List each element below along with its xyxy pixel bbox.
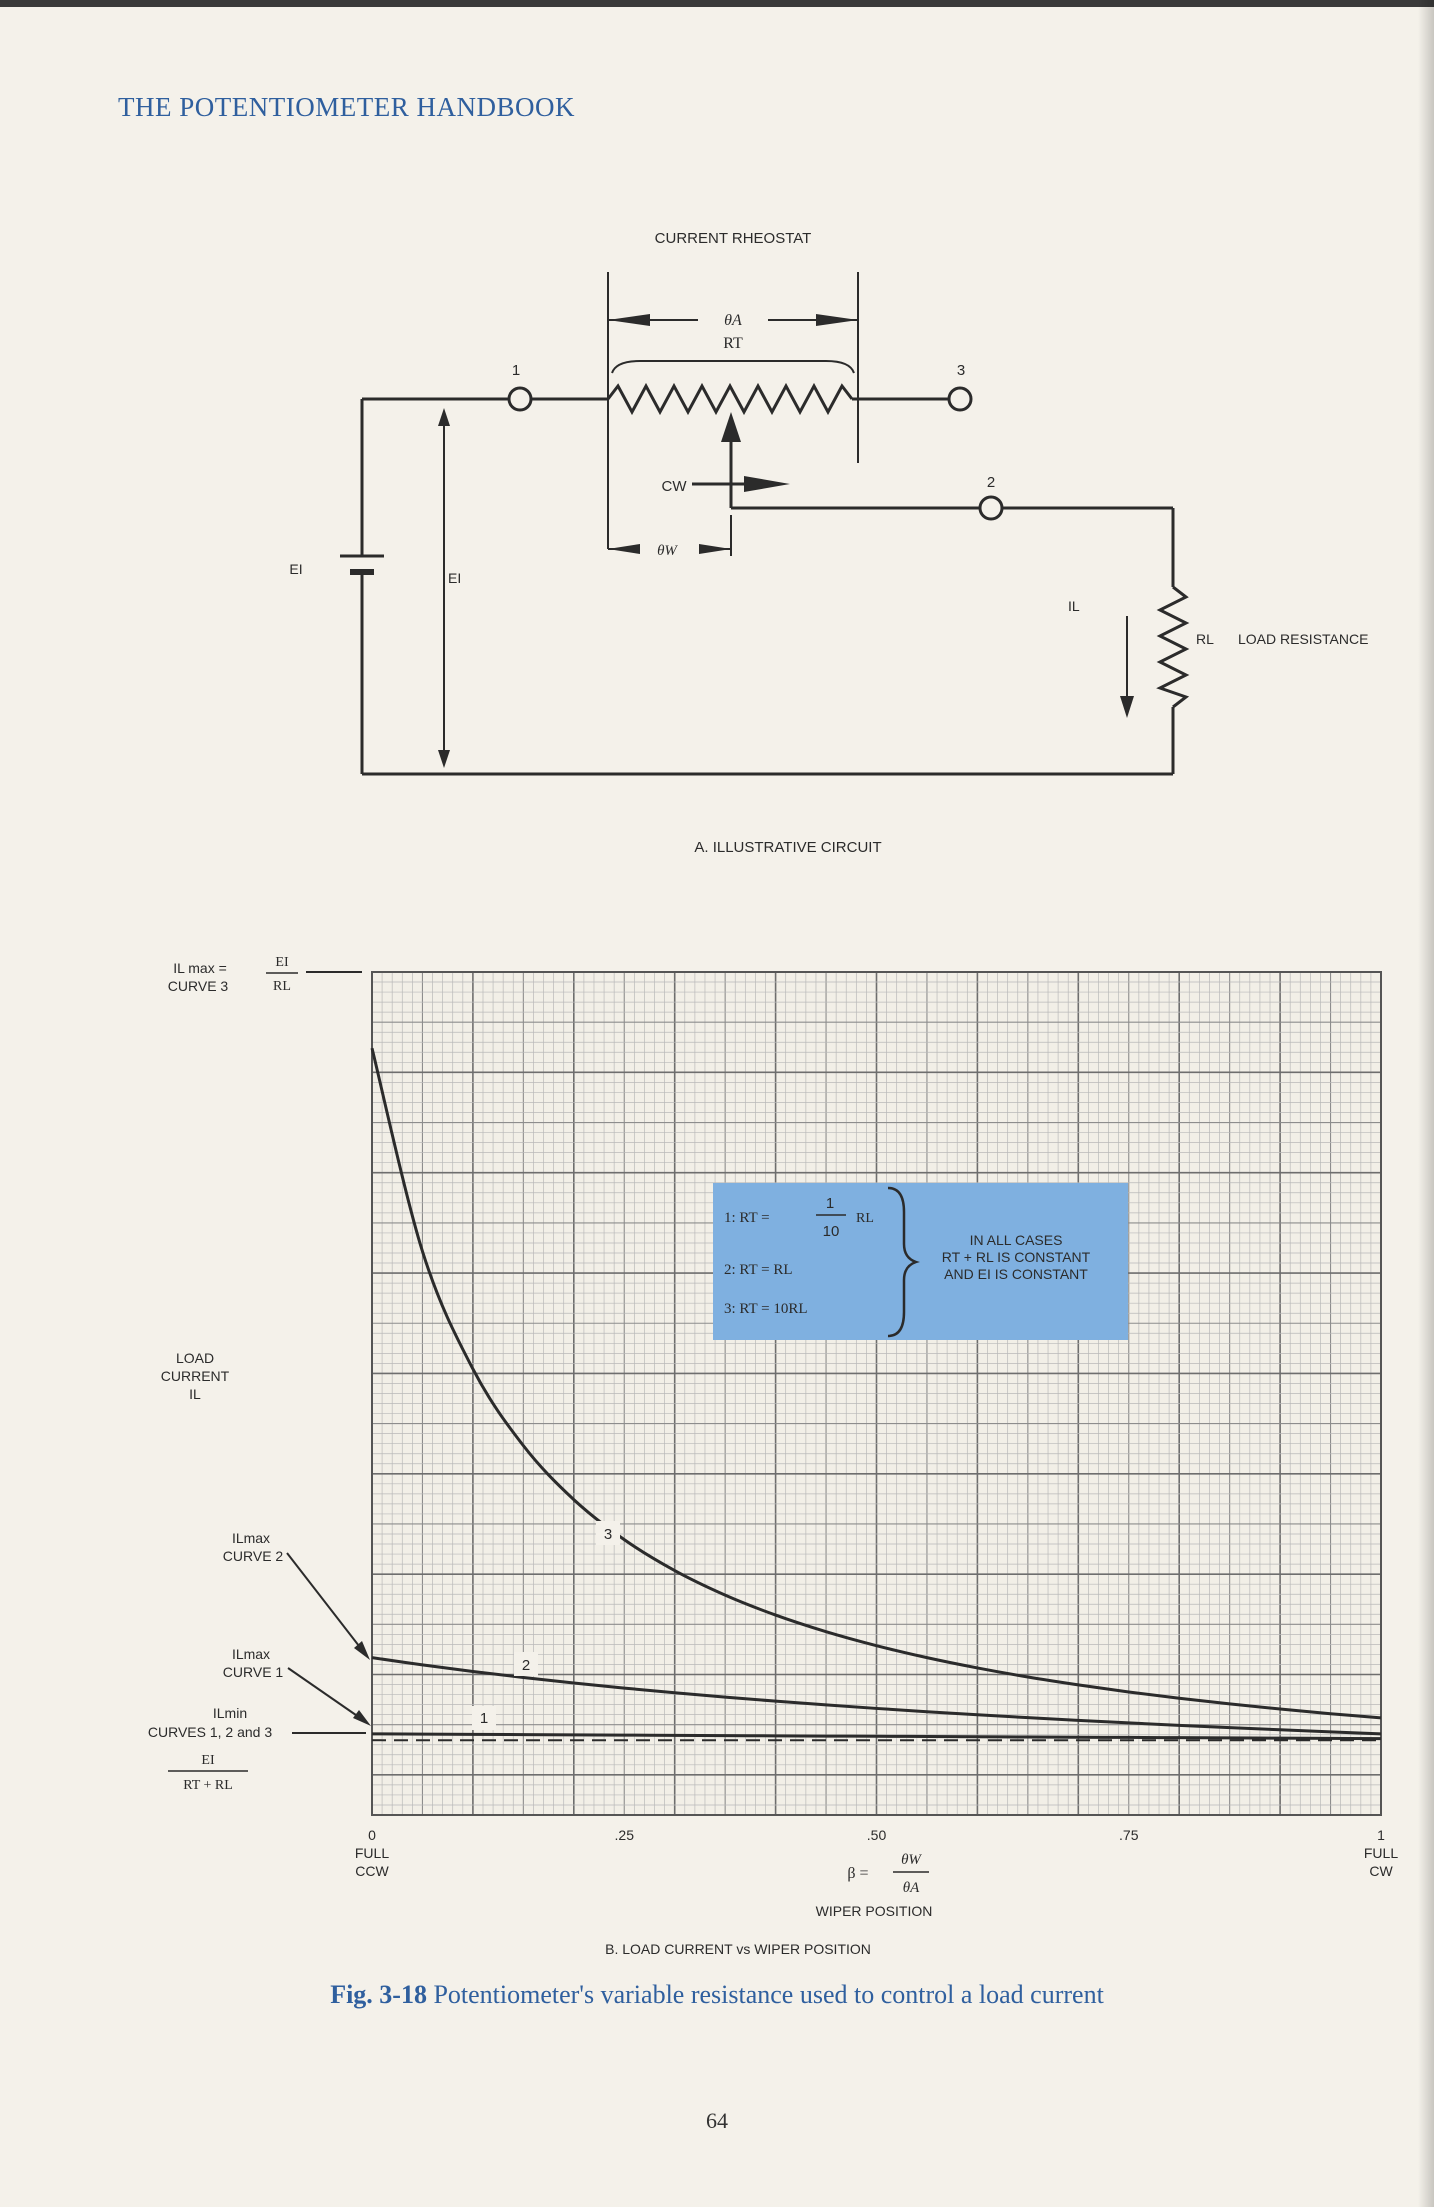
cw-arrow (744, 476, 790, 492)
ilmin-line1: ILmin (212, 1705, 248, 1721)
terminal-1 (509, 388, 531, 410)
rl-label: RL (1196, 631, 1214, 647)
cw-label: CW (661, 478, 687, 495)
rt-bracket (612, 361, 854, 373)
ilmax3-line2: CURVE 3 (167, 978, 229, 994)
figure-caption (0, 1980, 1434, 2010)
legend-note-3: AND EI IS CONSTANT (944, 1266, 1088, 1282)
terminal-3 (949, 388, 971, 410)
ilmax3-numerator: EI (275, 955, 289, 970)
ilmax2-line1: ILmax (231, 1530, 271, 1546)
terminal-1-label: 1 (511, 362, 521, 379)
page-edge-shadow (1418, 0, 1434, 2207)
theta-w-label: θW (657, 543, 677, 559)
terminal-2-label: 2 (986, 474, 996, 491)
ei-source-label: EI (289, 561, 303, 577)
resistor-rt-zigzag (608, 386, 852, 412)
curve-3-label: 3 (603, 1526, 613, 1543)
chart-grid (372, 972, 1381, 1815)
il-arrowhead (1120, 696, 1134, 718)
circuit-arrowheads (438, 314, 1134, 768)
full-cw-line2: CW (1369, 1863, 1393, 1879)
x-annotations (355, 1845, 1398, 1957)
circuit-title: CURRENT RHEOSTAT (654, 230, 812, 247)
x-tick-label: .75 (1119, 1827, 1139, 1843)
terminal-2 (980, 497, 1002, 519)
legend-box (713, 1183, 1128, 1340)
y-axis-label-2: CURRENT (160, 1368, 230, 1384)
running-head: THE POTENTIOMETER HANDBOOK (118, 92, 575, 122)
ilmax1-leader (288, 1668, 366, 1722)
x-axis-title: WIPER POSITION (815, 1903, 933, 1919)
x-tick-label: 0 (368, 1827, 376, 1843)
figure-number: Fig. 3-18 (330, 1980, 427, 2009)
curve-2-label: 2 (521, 1657, 531, 1674)
ilmax2-line2: CURVE 2 (222, 1548, 284, 1564)
legend-entry-1-denominator: 10 (822, 1223, 840, 1240)
ilmax1-leader-arrow (353, 1710, 371, 1726)
page-number: 64 (706, 2108, 728, 2133)
legend-entry-2: 2: RT = RL (724, 1262, 793, 1278)
ilmax2-leader (287, 1553, 366, 1655)
rt-label: RT (723, 335, 743, 352)
x-tick-label: 1 (1377, 1827, 1385, 1843)
legend-entry-1: 1: RT = (724, 1210, 770, 1226)
full-ccw-line2: CCW (355, 1863, 389, 1879)
ilmin-denominator: RT + RL (183, 1778, 233, 1793)
ilmax3-denominator: RL (273, 979, 291, 994)
beta-label: β = (847, 1865, 869, 1882)
ilmin-line2: CURVES 1, 2 and 3 (147, 1724, 273, 1740)
legend-entry-3: 3: RT = 10RL (724, 1301, 808, 1317)
load-resistance-label: LOAD RESISTANCE (1238, 631, 1369, 647)
x-axis (368, 1827, 1385, 1843)
ei-arrow-top (438, 408, 450, 426)
ilmax1-line1: ILmax (231, 1646, 271, 1662)
ei-arrow-bottom (438, 750, 450, 768)
ilmax3-line1: IL max = (173, 960, 227, 976)
theta-a-label: θA (724, 312, 742, 329)
beta-numerator: θW (901, 1852, 921, 1868)
il-label: IL (1068, 598, 1080, 614)
resistor-rl-zigzag (1160, 587, 1186, 707)
y-axis-label-1: LOAD (175, 1350, 215, 1366)
legend-note-2: RT + RL IS CONSTANT (941, 1249, 1091, 1265)
figure-caption-text: Potentiometer's variable resistance used to control a load current (433, 1980, 1104, 2009)
y-annotations (148, 955, 371, 1793)
full-ccw-line1: FULL (354, 1845, 390, 1861)
x-tick-label: .50 (866, 1827, 887, 1843)
wiper-arrow (721, 412, 741, 442)
y-axis-label-3: IL (189, 1386, 201, 1402)
full-cw-line1: FULL (1363, 1845, 1399, 1861)
chart-sublabel: B. LOAD CURRENT vs WIPER POSITION (605, 1941, 871, 1957)
beta-denominator: θA (902, 1880, 920, 1896)
legend-entry-1-numerator: 1 (825, 1195, 835, 1212)
circuit-diagram (340, 272, 1186, 774)
x-tick-label: .25 (614, 1827, 634, 1843)
ei-voltage-label: EI (448, 570, 462, 586)
legend-note-1: IN ALL CASES (969, 1232, 1063, 1248)
curve-1-label: 1 (479, 1710, 489, 1727)
terminal-3-label: 3 (956, 362, 966, 379)
circuit-sublabel: A. ILLUSTRATIVE CIRCUIT (694, 839, 882, 856)
ilmin-numerator: EI (201, 1753, 215, 1768)
ilmax1-line2: CURVE 1 (222, 1664, 284, 1680)
legend-entry-1-rl: RL (856, 1211, 874, 1226)
